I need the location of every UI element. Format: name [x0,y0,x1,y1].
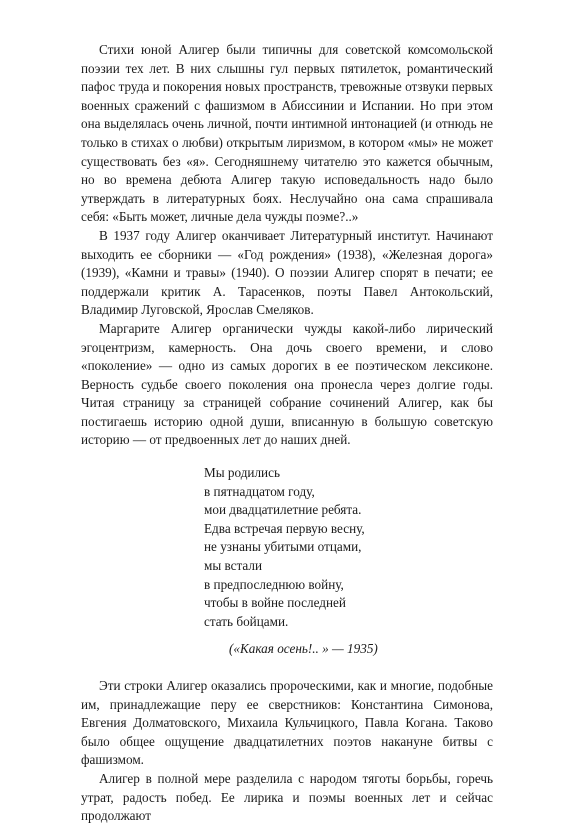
document-page [81,41,493,826]
poem-line: мы встали [204,558,263,574]
poem-attribution: («Какая осень!.. » — 1935) [229,641,378,657]
paragraph-prophetic-lines: Эти строки Алигер оказались пророческими, как и многие, подобные им, принадлежащие перу ее сверстников: Константина Симонова, Евгения Долматовского, Михаила Кульчицкого, Павла Когана. Таково было общее ощущение двадцатилетних поэтов накануне битвы с фашизмом. [81,678,493,768]
poem-line: чтобы в войне последней [204,595,346,611]
section-spacer [81,659,493,677]
poem-line: в предпоследнюю войну, [204,576,344,592]
paragraph-literary-institute: В 1937 году Алигер оканчивает Литературный институт. Начинают выходить ее сборники — «Год рождения» (1938), «Железная дорога» (1939), «Камни и травы» (1940). О поэзии Алигер спорят в печати; ее поддержали критик А. Тарасенков, поэты Павел Антокольский, Владимир Луговской, Ярослав Смеляков. [81,227,493,318]
paragraph-komsomol-poetry: Стихи юной Алигер были типичны для советской комсомольской поэзии тех лет. В них слышны гул первых пятилеток, романтический пафос труда и покорения новых пространств, тревожные отзвуки первых военных сражений с фашизмом в Абиссинии и Испании. Но при этом она выделялась очень личной, почти интимной интонацией (и отнюдь не только в стихах о любви) открытым лиризмом, в котором «мы» не может существовать без «я». Сегодняшнему читателю это кажется обычным, но во времена дебюта Алигер такую исповедальность надо было утверждать в литературных боях. Неслучайно она сама спрашивала себя: «Быть может, личные дела чужды поэме?..» [81,42,493,225]
poem-line: мои двадцатилетние ребята. [204,502,362,518]
paragraph-war-years: Алигер в полной мере разделила с народом тяготы борьбы, горечь утрат, радость побед. Ее лирика и поэмы военных лет и сейчас продолжают [81,770,493,824]
poem-line: Мы родились [204,465,280,481]
poem-line: Едва встречая первую весну, [204,520,365,536]
poem-block [204,464,493,631]
poem-line: не узнаны убитыми отцами, [204,539,362,555]
paragraph-generation: Маргарите Алигер органически чужды какой-либо лирический эгоцентризм, камерность. Она дочь своего времени, и слово «поколение» — одно из самых дорогих в ее поэтическом лексиконе. Верность судьбе своего поколения она пронесла через долгие годы. Читая страницу за страницей собрание сочинений Алигер, как бы постигаешь историю одной души, вписанную в большую советскую историю — от предвоенных лет до наших дней. [81,320,493,448]
poem-line: стать бойцами. [204,613,289,629]
poem-line: в пятнадцатом году, [204,483,315,499]
